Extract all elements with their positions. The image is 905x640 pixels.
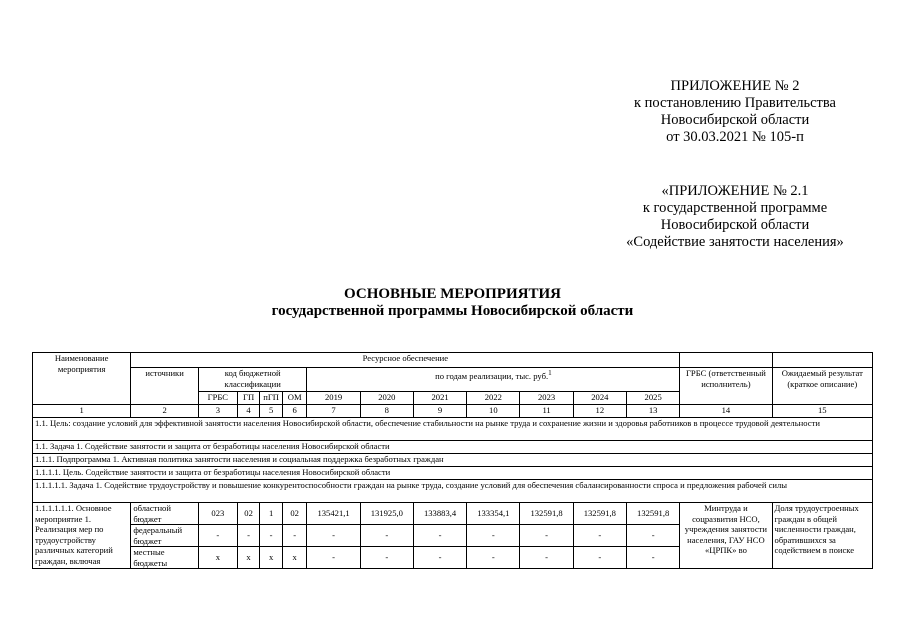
code-cell: 02	[282, 503, 307, 525]
code-cell: 023	[198, 503, 237, 525]
col-number: 9	[413, 405, 466, 418]
col-number: 1	[33, 405, 131, 418]
title-line2: государственной программы Новосибирской области	[271, 303, 634, 319]
value-cell: -	[413, 525, 466, 547]
value-cell: -	[626, 525, 679, 547]
col-number: 2	[131, 405, 199, 418]
value-cell: 132591,8	[573, 503, 626, 525]
value-cell: -	[626, 547, 679, 569]
col-number: 7	[307, 405, 360, 418]
code-header-om: ОМ	[282, 392, 307, 405]
value-cell: 132591,8	[520, 503, 573, 525]
col-number: 14	[680, 405, 772, 418]
code-cell: -	[260, 525, 283, 547]
value-cell: -	[520, 547, 573, 569]
header-by-years-text: по годам реализации, тыс. руб.	[435, 370, 549, 381]
code-cell: x	[237, 547, 260, 569]
header-grbs: ГРБС (ответственный исполнитель)	[680, 368, 772, 405]
appendix-main-line2: к постановлению Правительства	[634, 95, 836, 111]
header-budget-code: код бюджетной классификации	[198, 368, 307, 392]
value-cell: -	[360, 547, 413, 569]
appendix-main-header	[620, 78, 850, 146]
col-number: 5	[260, 405, 283, 418]
code-cell: -	[237, 525, 260, 547]
col-number: 4	[237, 405, 260, 418]
code-cell: x	[260, 547, 283, 569]
value-cell: 133354,1	[467, 503, 520, 525]
header-sources: источники	[131, 368, 199, 405]
header-blank-grbs	[680, 353, 772, 368]
col-number: 10	[467, 405, 520, 418]
year-2024: 2024	[573, 392, 626, 405]
header-expected-result: Ожидаемый результат (краткое описание)	[772, 368, 872, 405]
year-2022: 2022	[467, 392, 520, 405]
subgoal-row: 1.1.1.1. Цель. Содействие занятости и защита от безработицы населения Новосибирской области	[33, 467, 873, 480]
value-cell: -	[467, 525, 520, 547]
value-cell: -	[573, 547, 626, 569]
value-cell: 132591,8	[626, 503, 679, 525]
appendix-sub-line1: «ПРИЛОЖЕНИЕ № 2.1	[661, 183, 809, 199]
value-cell: 131925,0	[360, 503, 413, 525]
year-2025: 2025	[626, 392, 679, 405]
code-header-pgp: пГП	[260, 392, 283, 405]
value-cell: -	[307, 525, 360, 547]
code-cell: 1	[260, 503, 283, 525]
measure-grbs: Минтруда и соцразвития НСО, учреждения занятости населения, ГАУ НСО «ЦРПК» во	[680, 503, 772, 569]
value-cell: -	[307, 547, 360, 569]
year-2021: 2021	[413, 392, 466, 405]
year-2020: 2020	[360, 392, 413, 405]
appendix-main-line3: Новосибирской области	[660, 112, 810, 128]
col-number: 6	[282, 405, 307, 418]
source-regional: областной бюджет	[131, 503, 199, 525]
appendix-main-line4: от 30.03.2021 № 105-п	[666, 129, 804, 145]
footnote-mark: 1	[548, 369, 552, 377]
col-number: 8	[360, 405, 413, 418]
measure-name: 1.1.1.1.1.1. Основное мероприятие 1. Реализация мер по трудоустройству различных категорий граждан, включая	[33, 503, 131, 569]
code-header-grbs: ГРБС	[198, 392, 237, 405]
goal-row: 1.1. Цель: создание условий для эффективной занятости населения Новосибирской области, обеспечение стабильности на рынке труда и сохранение жизни и здоровья работников в процессе трудовой деятельности	[33, 418, 873, 441]
measures-table	[32, 352, 873, 569]
value-cell: 133883,4	[413, 503, 466, 525]
year-2019: 2019	[307, 392, 360, 405]
value-cell: -	[520, 525, 573, 547]
code-cell: -	[198, 525, 237, 547]
measure-expected-result: Доля трудоустроенных граждан в общей численности граждан, обратившихся за содействием в поиске	[772, 503, 872, 569]
col-number: 13	[626, 405, 679, 418]
subtask-row: 1.1.1.1.1. Задача 1. Содействие трудоустройству и повышение конкурентоспособности граждан на рынке труда, создание условий для обеспечения сбалансированности спроса и предложения рабочей силы	[33, 480, 873, 503]
header-name: Наименование мероприятия	[33, 353, 131, 405]
header-resources: Ресурсное обеспечение	[131, 353, 680, 368]
col-number: 15	[772, 405, 872, 418]
year-2023: 2023	[520, 392, 573, 405]
code-cell: x	[198, 547, 237, 569]
header-by-years	[307, 368, 680, 392]
value-cell: -	[573, 525, 626, 547]
document-title	[0, 286, 905, 320]
value-cell: -	[360, 525, 413, 547]
appendix-sub-line4: «Содействие занятости населения»	[626, 234, 844, 250]
code-cell: -	[282, 525, 307, 547]
title-line1: ОСНОВНЫЕ МЕРОПРИЯТИЯ	[344, 286, 561, 302]
appendix-main-line1: ПРИЛОЖЕНИЕ № 2	[670, 78, 800, 94]
value-cell: -	[413, 547, 466, 569]
code-cell: 02	[237, 503, 260, 525]
source-federal: федеральный бюджет	[131, 525, 199, 547]
value-cell: -	[467, 547, 520, 569]
subprogram-row: 1.1.1. Подпрограмма 1. Активная политика занятости населения и социальная поддержка безработных граждан	[33, 454, 873, 467]
source-local: местные бюджеты	[131, 547, 199, 569]
code-header-gp: ГП	[237, 392, 260, 405]
task-row: 1.1. Задача 1. Содействие занятости и защита от безработицы населения Новосибирской области	[33, 441, 873, 454]
appendix-sub-header	[612, 183, 858, 251]
col-number: 11	[520, 405, 573, 418]
value-cell: 135421,1	[307, 503, 360, 525]
appendix-sub-line3: Новосибирской области	[660, 217, 810, 233]
header-blank-result	[772, 353, 872, 368]
appendix-sub-line2: к государственной программе	[642, 200, 828, 216]
code-cell: x	[282, 547, 307, 569]
col-number: 3	[198, 405, 237, 418]
col-number: 12	[573, 405, 626, 418]
